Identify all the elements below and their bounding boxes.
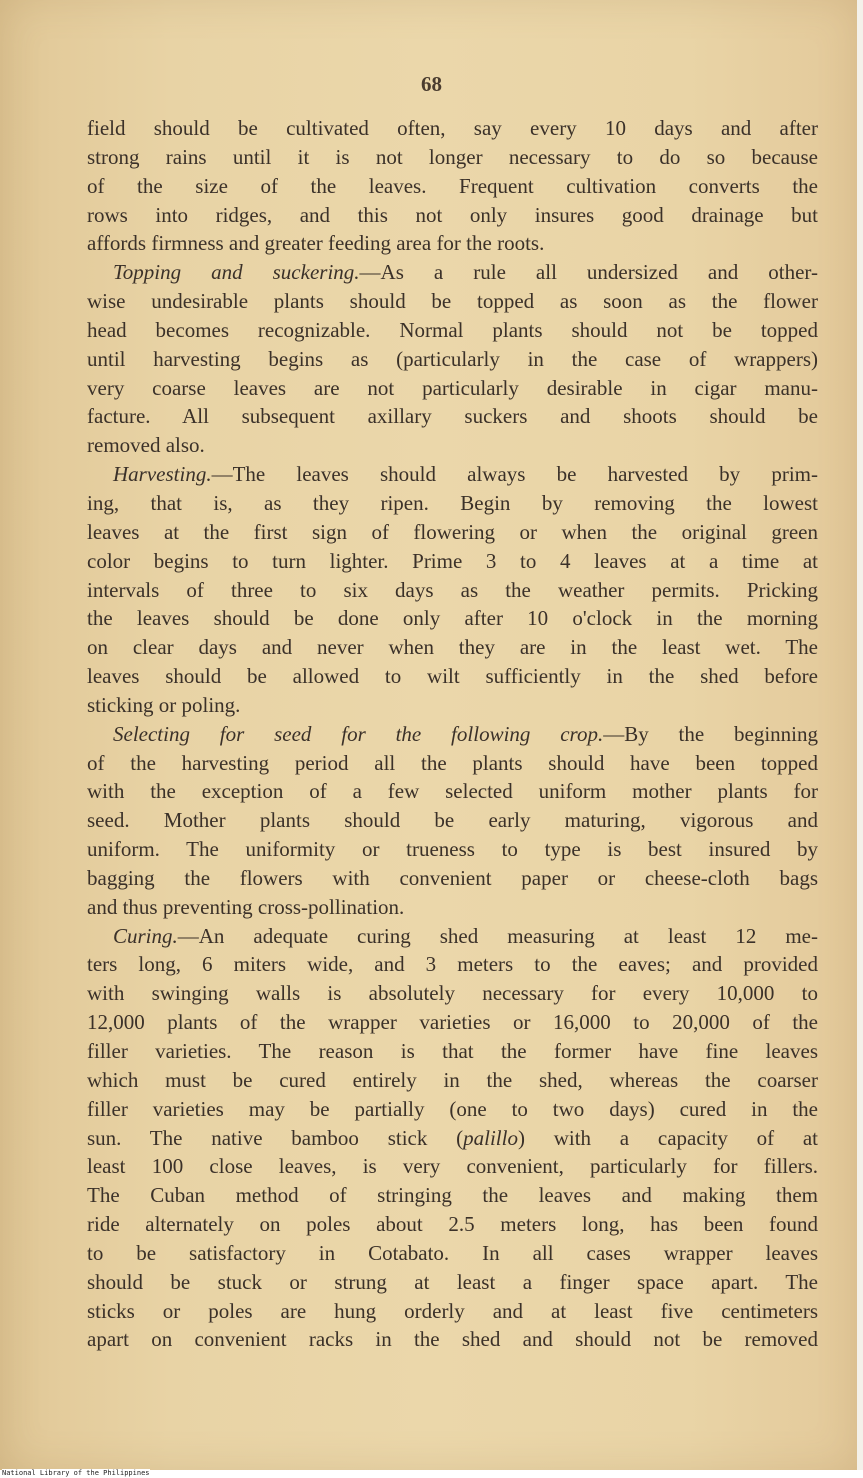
text-run: sun. The native bamboo stick ( [87, 1125, 464, 1150]
text-line: removed also. [87, 433, 205, 458]
text-line: ters long, 6 miters wide, and 3 meters to the eaves; and provided [87, 952, 818, 977]
text-line: strong rains until it is not longer necessary to do so because [87, 144, 818, 169]
text-line: ride alternately on poles about 2.5 meters long, has been found [87, 1212, 818, 1237]
text-line [87, 1124, 818, 1153]
text-line: The Cuban method of stringing the leaves and making them [87, 1183, 818, 1208]
text-line: ing, that is, as they ripen. Begin by removing the lowest [87, 490, 818, 515]
paragraph-curing [87, 922, 818, 951]
text-line: rows into ridges, and this not only insures good drainage but [87, 202, 818, 227]
text-line: filler varieties may be partially (one to two days) cured in the [87, 1096, 818, 1121]
text-line: bagging the flowers with convenient paper or cheese-cloth bags [87, 865, 818, 890]
body-text [87, 114, 818, 1354]
text-line: until harvesting begins as (particularly in the case of wrappers) [87, 346, 818, 371]
text-line: sticking or poling. [87, 692, 241, 717]
text-line: of the size of the leaves. Frequent cultivation converts the [87, 173, 818, 198]
text-line: with swinging walls is absolutely necessary for every 10,000 to [87, 981, 818, 1006]
text-line: the leaves should be done only after 10 o'clock in the morning [87, 606, 818, 631]
text-line: facture. All subsequent axillary suckers and shoots should be [87, 404, 818, 429]
text-line: leaves should be allowed to wilt sufficiently in the shed before [87, 664, 818, 689]
text-run: ) with a capacity of at [517, 1125, 818, 1150]
text-line: very coarse leaves are not particularly desirable in cigar manu- [87, 375, 818, 400]
text-line: affords firmness and greater feeding area for the roots. [87, 231, 545, 256]
text-line: and thus preventing cross-pollination. [87, 894, 405, 919]
text-line: leaves at the first sign of flowering or when the original green [87, 519, 818, 544]
text-line: sticks or poles are hung orderly and at least five centimeters [87, 1298, 818, 1323]
paragraph-topping [87, 258, 818, 287]
text-line: field should be cultivated often, say every 10 days and after [87, 116, 818, 140]
paragraph-seed-selection [87, 720, 818, 749]
text-line: apart on convenient racks in the shed and should not be removed [87, 1327, 818, 1352]
text-run: —An adequate curing shed measuring at least 12 me- [177, 923, 818, 948]
section-heading: Selecting for seed for the following crop. [113, 721, 604, 746]
text-line: with the exception of a few selected uniform mother plants for [87, 779, 818, 804]
text-run: —As a rule all undersized and other- [359, 260, 818, 285]
library-footer: National Library of the Philippines [2, 1469, 150, 1477]
text-line: on clear days and never when they are in the least wet. The [87, 635, 818, 660]
section-heading: Harvesting. [113, 462, 212, 487]
text-line: wise undesirable plants should be topped as soon as the flower [87, 289, 818, 314]
scan-edge [857, 0, 863, 1470]
text-line: which must be cured entirely in the shed, whereas the coarser [87, 1067, 818, 1092]
text-run: —The leaves should always be harvested by prim- [211, 462, 818, 487]
paragraph-harvesting [87, 460, 818, 489]
text-line: uniform. The uniformity or trueness to type is best insured by [87, 837, 818, 862]
text-line: intervals of three to six days as the weather permits. Pricking [87, 577, 818, 602]
text-line: color begins to turn lighter. Prime 3 to 4 leaves at a time at [87, 548, 818, 573]
text-run: —By the beginning [603, 721, 818, 746]
text-line: seed. Mother plants should be early maturing, vigorous and [87, 808, 818, 833]
text-line: head becomes recognizable. Normal plants should not be topped [87, 317, 818, 342]
text-line: to be satisfactory in Cotabato. In all cases wrapper leaves [87, 1240, 818, 1265]
section-heading: Topping and suckering. [113, 260, 360, 285]
section-heading: Curing. [113, 923, 178, 948]
text-line: of the harvesting period all the plants should have been topped [87, 750, 818, 775]
text-line: should be stuck or strung at least a finger space apart. The [87, 1269, 818, 1294]
text-line: least 100 close leaves, is very convenient, particularly for fillers. [87, 1154, 818, 1179]
page-number: 68 [421, 72, 442, 96]
text-line: filler varieties. The reason is that the former have fine leaves [87, 1039, 818, 1063]
text-line: 12,000 plants of the wrapper varieties or 16,000 to 20,000 of the [87, 1010, 818, 1035]
italic-term: palillo [463, 1125, 518, 1150]
